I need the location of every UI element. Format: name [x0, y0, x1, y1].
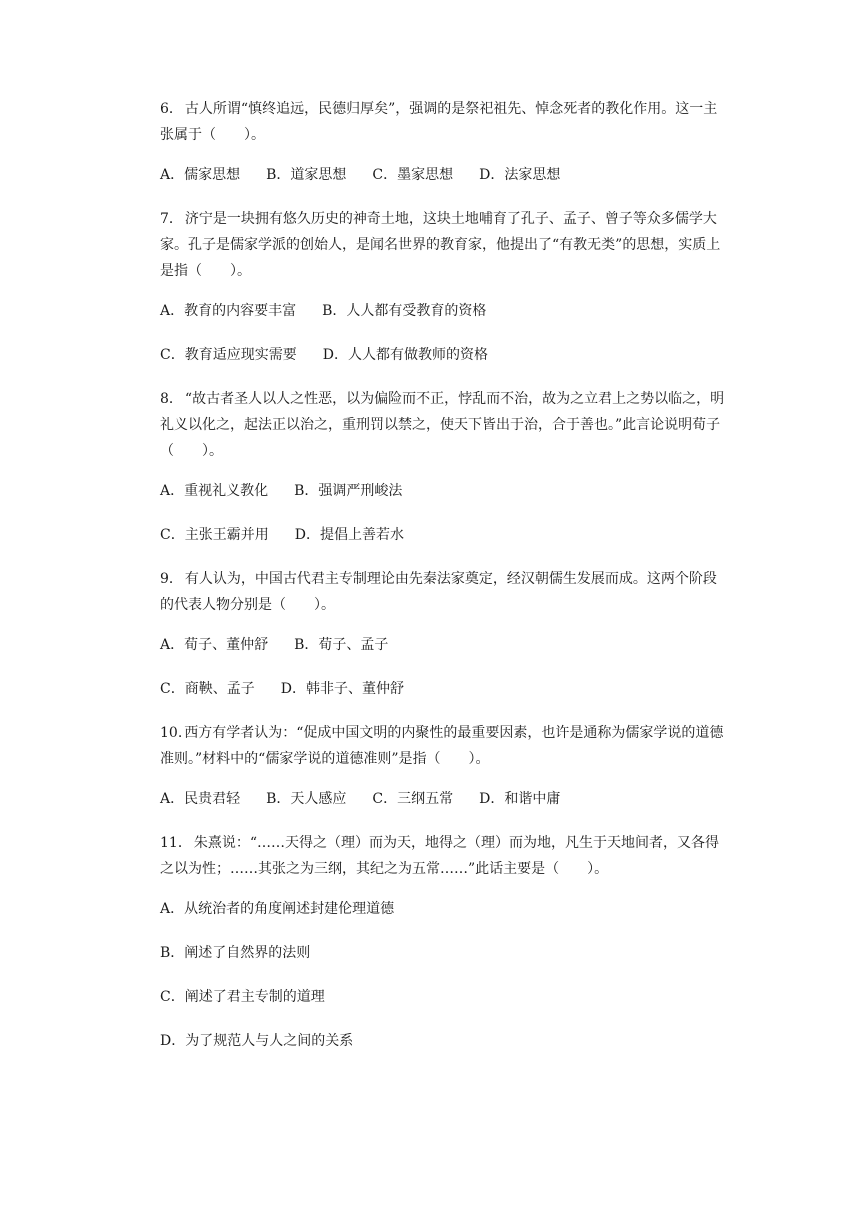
option-row — [160, 984, 730, 1010]
option-d[interactable]: D．为了规范人与人之间的关系 — [160, 1033, 354, 1049]
option-row — [160, 896, 730, 922]
option-b[interactable]: B．道家思想 — [266, 167, 347, 183]
question-text: “故古者圣人以人之性恶，以为偏险而不正，悖乱而不治，故为之立君上之势以临之，明礼义以化之，起法正以治之，重刑罚以禁之，使天下皆出于治，合于善也。”此言论说明荀子（ ）。 — [160, 391, 725, 459]
question-10 — [160, 720, 730, 812]
option-c[interactable]: C．主张王霸并用 — [160, 527, 269, 543]
option-row — [160, 676, 730, 702]
question-9 — [160, 566, 730, 702]
option-a[interactable]: A．重视礼义教化 — [160, 483, 269, 499]
option-c[interactable]: C．商鞅、孟子 — [160, 681, 255, 697]
question-number: 10. — [160, 725, 183, 741]
question-stem — [160, 720, 730, 772]
question-number: 7． — [160, 211, 183, 227]
option-d[interactable]: D．法家思想 — [479, 167, 561, 183]
question-number: 8． — [160, 391, 183, 407]
question-stem — [160, 386, 730, 464]
question-stem — [160, 96, 730, 148]
option-b[interactable]: B．荀子、孟子 — [294, 637, 389, 653]
option-b[interactable]: B．天人感应 — [266, 791, 347, 807]
question-list — [160, 96, 730, 1072]
question-8 — [160, 386, 730, 548]
question-stem — [160, 206, 730, 284]
option-c[interactable]: C．阐述了君主专制的道理 — [160, 989, 325, 1005]
option-row — [160, 478, 730, 504]
option-d[interactable]: D．人人都有做教师的资格 — [322, 347, 488, 363]
option-d[interactable]: D．和谐中庸 — [479, 791, 561, 807]
question-11 — [160, 830, 730, 1054]
question-7 — [160, 206, 730, 368]
option-a[interactable]: A．从统治者的角度阐述封建伦理道德 — [160, 901, 395, 917]
option-c[interactable]: C．墨家思想 — [372, 167, 454, 183]
question-number: 6． — [160, 101, 183, 117]
option-row — [160, 162, 730, 188]
question-text: 有人认为，中国古代君主专制理论由先秦法家奠定，经汉朝儒生发展而成。这两个阶段的代表人物分别是（ ）。 — [160, 571, 717, 613]
option-row — [160, 786, 730, 812]
option-row — [160, 522, 730, 548]
option-row — [160, 298, 730, 324]
option-b[interactable]: B．强调严刑峻法 — [294, 483, 403, 499]
option-a[interactable]: A．教育的内容要丰富 — [160, 303, 297, 319]
question-text: 西方有学者认为：“促成中国文明的内聚性的最重要因素，也许是通称为儒家学说的道德准则。”材料中的“儒家学说的道德准则”是指（ ）。 — [160, 725, 724, 767]
option-d[interactable]: D．韩非子、董仲舒 — [280, 681, 404, 697]
option-c[interactable]: C．三纲五常 — [372, 791, 454, 807]
question-text: 朱熹说：“……天得之（理）而为天，地得之（理）而为地，凡生于天地间者，又各得之以为性；……其张之为三纲，其纪之为五常……”此话主要是（ ）。 — [160, 835, 719, 877]
question-number: 11． — [160, 835, 192, 851]
option-row — [160, 342, 730, 368]
option-row — [160, 940, 730, 966]
option-a[interactable]: A．荀子、董仲舒 — [160, 637, 269, 653]
option-b[interactable]: B．阐述了自然界的法则 — [160, 945, 311, 961]
question-text: 古人所谓“慎终追远，民德归厚矣”，强调的是祭祀祖先、悼念死者的教化作用。这一主张属于（ ）。 — [160, 101, 718, 143]
option-row — [160, 1028, 730, 1054]
option-d[interactable]: D．提倡上善若水 — [294, 527, 404, 543]
option-b[interactable]: B．人人都有受教育的资格 — [322, 303, 487, 319]
question-stem — [160, 830, 730, 882]
option-c[interactable]: C．教育适应现实需要 — [160, 347, 297, 363]
question-number: 9． — [160, 571, 183, 587]
option-a[interactable]: A．民贵君轻 — [160, 791, 241, 807]
option-a[interactable]: A．儒家思想 — [160, 167, 241, 183]
question-text: 济宁是一块拥有悠久历史的神奇土地，这块土地哺育了孔子、孟子、曾子等众多儒学大家。孔子是儒家学派的创始人，是闻名世界的教育家，他提出了“有教无类”的思想，实质上是指（ ）。 — [160, 211, 721, 279]
question-6 — [160, 96, 730, 188]
option-row — [160, 632, 730, 658]
question-stem — [160, 566, 730, 618]
